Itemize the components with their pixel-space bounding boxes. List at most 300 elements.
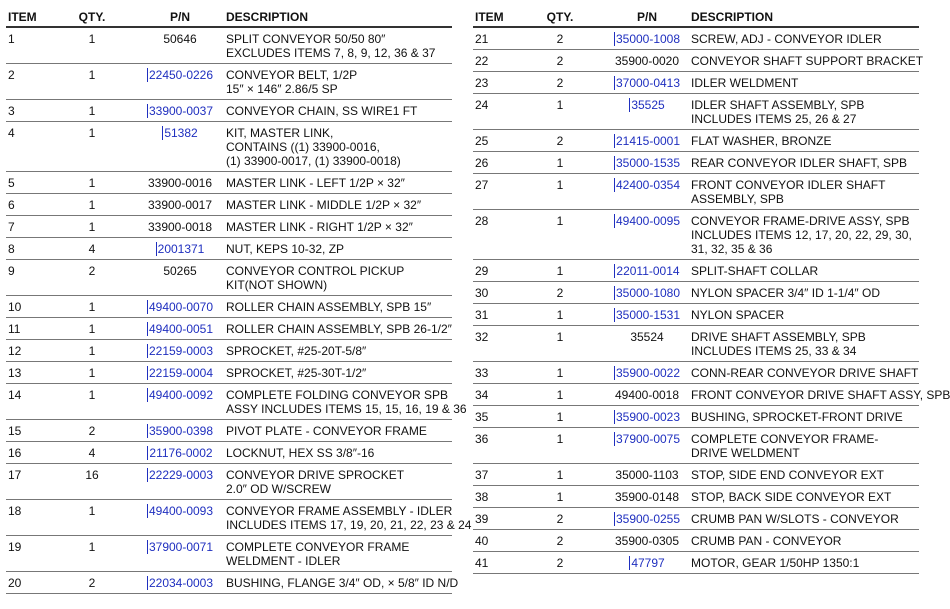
item-number: 22 xyxy=(473,50,515,72)
part-number-cell xyxy=(136,420,224,442)
description-cell xyxy=(689,94,919,130)
table-row xyxy=(6,172,452,194)
description-line: SPROCKET, #25-30T-1/2″ xyxy=(226,366,367,380)
part-number-link[interactable]: 49400-0095 xyxy=(615,214,681,228)
description-line: WELDMENT - IDLER xyxy=(226,554,341,568)
description-line: KIT, MASTER LINK, xyxy=(226,126,334,140)
quantity: 1 xyxy=(515,210,605,260)
description-line: BUSHING, SPROCKET-FRONT DRIVE xyxy=(691,410,903,424)
description-line: CONTAINS ((1) 33900-0016, xyxy=(226,140,380,154)
part-number-cell xyxy=(605,282,689,304)
description-line: ROLLER CHAIN ASSEMBLY, SPB 26-1/2″ xyxy=(226,322,452,336)
table-row xyxy=(473,152,919,174)
quantity: 1 xyxy=(515,428,605,464)
description-line: NUT, KEPS 10-32, ZP xyxy=(226,242,345,256)
item-number: 4 xyxy=(6,122,48,172)
description-cell xyxy=(689,27,919,50)
description-line: COMPLETE CONVEYOR FRAME- xyxy=(691,432,879,446)
part-number-cell xyxy=(136,362,224,384)
part-number-link[interactable]: 35525 xyxy=(631,98,665,112)
description-cell xyxy=(224,172,452,194)
quantity: 2 xyxy=(515,72,605,94)
table-row xyxy=(473,428,919,464)
part-number-link[interactable]: 51382 xyxy=(164,126,198,140)
part-number-link[interactable]: 21176-0002 xyxy=(149,446,213,460)
quantity: 2 xyxy=(515,50,605,72)
part-number-cell xyxy=(136,500,224,536)
description-cell xyxy=(689,552,919,574)
header-description: DESCRIPTION xyxy=(224,6,452,27)
description-cell xyxy=(224,27,452,64)
item-number: 11 xyxy=(6,318,48,340)
quantity: 1 xyxy=(515,260,605,282)
part-number-cell xyxy=(136,464,224,500)
description-cell xyxy=(224,442,452,464)
part-number-cell xyxy=(136,172,224,194)
description-line: REAR CONVEYOR IDLER SHAFT, SPB xyxy=(691,156,908,170)
table-row xyxy=(6,572,452,594)
description-line: PIVOT PLATE - CONVEYOR FRAME xyxy=(226,424,427,438)
part-number: 33900-0018 xyxy=(147,220,213,234)
table-row xyxy=(6,362,452,384)
part-number-cell xyxy=(605,486,689,508)
description-line: ASSEMBLY, SPB xyxy=(691,192,784,206)
item-number: 6 xyxy=(6,194,48,216)
quantity: 1 xyxy=(48,362,136,384)
description-cell xyxy=(689,508,919,530)
item-number: 13 xyxy=(6,362,48,384)
description-line: INCLUDES ITEMS 25, 26 & 27 xyxy=(691,112,857,126)
quantity: 1 xyxy=(515,174,605,210)
description-line: NYLON SPACER 3/4″ ID 1-1/4″ OD xyxy=(691,286,880,300)
item-number: 3 xyxy=(6,100,48,122)
part-number-link[interactable]: 35900-0022 xyxy=(615,366,681,380)
description-cell xyxy=(689,362,919,384)
description-line: EXCLUDES ITEMS 7, 8, 9, 12, 36 & 37 xyxy=(226,46,436,60)
quantity: 2 xyxy=(515,552,605,574)
part-number-link[interactable]: 22011-0014 xyxy=(616,264,680,278)
part-number-link[interactable]: 35000-1531 xyxy=(615,308,681,322)
description-line: IDLER SHAFT ASSEMBLY, SPB xyxy=(691,98,865,112)
part-number-cell xyxy=(605,27,689,50)
item-number: 27 xyxy=(473,174,515,210)
table-row xyxy=(473,174,919,210)
table-row xyxy=(6,64,452,100)
item-number: 15 xyxy=(6,420,48,442)
part-number-link[interactable]: 35000-1008 xyxy=(615,32,681,46)
header-item: ITEM xyxy=(473,6,515,27)
quantity: 1 xyxy=(48,122,136,172)
item-number: 17 xyxy=(6,464,48,500)
table-row xyxy=(473,384,919,406)
item-number: 40 xyxy=(473,530,515,552)
part-number-link[interactable]: 49400-0051 xyxy=(148,322,214,336)
part-number: 33900-0017 xyxy=(147,198,213,212)
item-number: 30 xyxy=(473,282,515,304)
item-number: 10 xyxy=(6,296,48,318)
item-number: 16 xyxy=(6,442,48,464)
description-line: STOP, BACK SIDE CONVEYOR EXT xyxy=(691,490,892,504)
description-cell xyxy=(689,50,924,72)
item-number: 14 xyxy=(6,384,48,420)
table-row xyxy=(473,260,919,282)
table-row xyxy=(473,552,919,574)
item-number: 33 xyxy=(473,362,515,384)
part-number: 49400-0018 xyxy=(614,388,680,402)
part-number-cell xyxy=(605,260,689,282)
table-row xyxy=(6,464,452,500)
part-number-cell xyxy=(136,260,224,296)
part-number-cell xyxy=(605,152,689,174)
quantity: 16 xyxy=(48,464,136,500)
description-line: MOTOR, GEAR 1/50HP 1350:1 xyxy=(691,556,860,570)
parts-table-right xyxy=(473,6,950,574)
description-line: 15″ × 146″ 2.86/5 SP xyxy=(226,82,338,96)
parts-table-left-body xyxy=(6,27,472,594)
item-number: 25 xyxy=(473,130,515,152)
item-number: 23 xyxy=(473,72,515,94)
table-row xyxy=(6,420,452,442)
table-row xyxy=(6,100,452,122)
table-row xyxy=(6,122,452,172)
quantity: 1 xyxy=(48,100,136,122)
description-cell xyxy=(689,130,919,152)
quantity: 1 xyxy=(48,340,136,362)
part-number-link[interactable]: 35000-1080 xyxy=(615,286,681,300)
description-line: KIT(NOT SHOWN) xyxy=(226,278,328,292)
table-row xyxy=(473,326,919,362)
description-cell xyxy=(224,296,452,318)
item-number: 28 xyxy=(473,210,515,260)
table-row xyxy=(6,340,452,362)
part-number-link[interactable]: 22034-0003 xyxy=(148,576,214,590)
header-qty: QTY. xyxy=(48,6,136,27)
description-line: FRONT CONVEYOR IDLER SHAFT xyxy=(691,178,886,192)
description-line: INCLUDES ITEMS 17, 19, 20, 21, 22, 23 & 24 xyxy=(226,518,472,532)
quantity: 2 xyxy=(515,282,605,304)
description-line: SPLIT-SHAFT COLLAR xyxy=(691,264,819,278)
table-row xyxy=(473,530,919,552)
description-cell xyxy=(224,340,452,362)
item-number: 31 xyxy=(473,304,515,326)
parts-table-right-body xyxy=(473,27,950,574)
part-number-link[interactable]: 37900-0075 xyxy=(615,432,681,446)
quantity: 1 xyxy=(515,406,605,428)
table-row xyxy=(6,536,452,572)
table-row xyxy=(6,238,452,260)
part-number-cell xyxy=(136,100,224,122)
description-line: SPLIT CONVEYOR 50/50 80″ xyxy=(226,32,386,46)
part-number-link[interactable]: 37000-0413 xyxy=(615,76,681,90)
quantity: 4 xyxy=(48,442,136,464)
table-row xyxy=(6,296,452,318)
quantity: 1 xyxy=(48,296,136,318)
quantity: 2 xyxy=(515,27,605,50)
description-line: CONVEYOR BELT, 1/2P xyxy=(226,68,358,82)
table-row xyxy=(473,282,919,304)
quantity: 1 xyxy=(48,172,136,194)
quantity: 1 xyxy=(48,384,136,420)
part-number-link[interactable]: 22159-0004 xyxy=(148,366,214,380)
part-number: 35524 xyxy=(630,330,664,344)
part-number-cell xyxy=(605,384,689,406)
part-number-cell xyxy=(136,384,224,420)
part-number-link[interactable]: 49400-0093 xyxy=(148,504,214,518)
part-number: 50646 xyxy=(163,32,197,46)
part-number-cell xyxy=(605,530,689,552)
item-number: 35 xyxy=(473,406,515,428)
description-cell xyxy=(689,486,919,508)
part-number-link[interactable]: 37900-0071 xyxy=(148,540,214,554)
item-number: 32 xyxy=(473,326,515,362)
description-cell xyxy=(689,152,919,174)
description-cell xyxy=(689,464,919,486)
description-line: CONN-REAR CONVEYOR DRIVE SHAFT xyxy=(691,366,919,380)
description-cell xyxy=(224,122,452,172)
description-line: BUSHING, FLANGE 3/4″ OD, × 5/8″ ID N/D xyxy=(226,576,459,590)
quantity: 1 xyxy=(515,152,605,174)
table-row xyxy=(473,72,919,94)
table-row xyxy=(473,304,919,326)
description-line: MASTER LINK - RIGHT 1/2P × 32″ xyxy=(226,220,413,234)
quantity: 1 xyxy=(48,318,136,340)
quantity: 2 xyxy=(48,260,136,296)
item-number: 18 xyxy=(6,500,48,536)
description-cell xyxy=(689,260,919,282)
description-line: 2.0″ OD W/SCREW xyxy=(226,482,331,496)
part-number: 35000-1103 xyxy=(615,468,679,482)
description-cell xyxy=(689,384,950,406)
item-number: 39 xyxy=(473,508,515,530)
part-number-cell xyxy=(136,442,224,464)
description-cell xyxy=(224,362,452,384)
part-number: 35900-0148 xyxy=(614,490,680,504)
quantity: 2 xyxy=(48,420,136,442)
description-cell xyxy=(224,260,452,296)
header-pn: P/N xyxy=(136,6,224,27)
quantity: 1 xyxy=(48,27,136,64)
description-cell xyxy=(689,530,919,552)
item-number: 26 xyxy=(473,152,515,174)
part-number-link[interactable]: 35000-1535 xyxy=(615,156,681,170)
description-cell xyxy=(224,536,452,572)
item-number: 19 xyxy=(6,536,48,572)
description-cell xyxy=(224,572,459,594)
description-cell xyxy=(689,282,919,304)
part-number-cell xyxy=(605,50,689,72)
item-number: 8 xyxy=(6,238,48,260)
table-row xyxy=(473,362,919,384)
description-cell xyxy=(689,72,919,94)
description-line: COMPLETE FOLDING CONVEYOR SPB xyxy=(226,388,449,402)
item-number: 36 xyxy=(473,428,515,464)
table-row xyxy=(6,216,452,238)
part-number-cell xyxy=(605,326,689,362)
description-cell xyxy=(689,174,919,210)
item-number: 37 xyxy=(473,464,515,486)
description-line: LOCKNUT, HEX SS 3/8″-16 xyxy=(226,446,375,460)
part-number-link[interactable]: 22159-0003 xyxy=(148,344,214,358)
description-cell xyxy=(224,216,452,238)
parts-table-left xyxy=(6,6,472,594)
part-number: 35900-0020 xyxy=(614,54,680,68)
part-number-link[interactable]: 22450-0226 xyxy=(148,68,214,82)
description-line: ROLLER CHAIN ASSEMBLY, SPB 15″ xyxy=(226,300,432,314)
part-number-link[interactable]: 22229-0003 xyxy=(148,468,214,482)
description-line: CONVEYOR CHAIN, SS WIRE1 FT xyxy=(226,104,418,118)
item-number: 1 xyxy=(6,27,48,64)
part-number-cell xyxy=(605,406,689,428)
description-cell xyxy=(689,326,919,362)
part-number-link[interactable]: 49400-0092 xyxy=(148,388,214,402)
part-number-link[interactable]: 33900-0037 xyxy=(148,104,214,118)
description-cell xyxy=(689,304,919,326)
quantity: 1 xyxy=(515,464,605,486)
quantity: 2 xyxy=(515,530,605,552)
part-number-cell xyxy=(605,552,689,574)
table-row xyxy=(6,318,452,340)
item-number: 24 xyxy=(473,94,515,130)
description-cell xyxy=(689,428,919,464)
description-line: (1) 33900-0017, (1) 33900-0018) xyxy=(226,154,401,168)
header-description: DESCRIPTION xyxy=(689,6,919,27)
description-cell xyxy=(224,464,452,500)
quantity: 1 xyxy=(515,304,605,326)
description-line: CONVEYOR SHAFT SUPPORT BRACKET xyxy=(691,54,924,68)
part-number-cell xyxy=(136,340,224,362)
description-line: CONVEYOR FRAME-DRIVE ASSY, SPB xyxy=(691,214,910,228)
description-cell xyxy=(224,194,452,216)
description-line: DRIVE SHAFT ASSEMBLY, SPB xyxy=(691,330,866,344)
description-line: INCLUDES ITEMS 25, 33 & 34 xyxy=(691,344,857,358)
table-row xyxy=(6,500,452,536)
part-number-cell xyxy=(605,362,689,384)
part-number-link[interactable]: 21415-0001 xyxy=(615,134,681,148)
item-number: 20 xyxy=(6,572,48,594)
quantity: 1 xyxy=(515,326,605,362)
description-line: SPROCKET, #25-20T-5/8″ xyxy=(226,344,367,358)
part-number-cell xyxy=(605,72,689,94)
header-item: ITEM xyxy=(6,6,48,27)
table-row xyxy=(6,194,452,216)
part-number-cell xyxy=(136,194,224,216)
description-line: FRONT CONVEYOR DRIVE SHAFT ASSY, SPB xyxy=(691,388,950,402)
table-row xyxy=(6,27,452,64)
part-number-cell xyxy=(136,536,224,572)
part-number-cell xyxy=(136,318,224,340)
part-number-cell xyxy=(605,428,689,464)
description-line: IDLER WELDMENT xyxy=(691,76,799,90)
table-row xyxy=(473,508,919,530)
quantity: 2 xyxy=(515,130,605,152)
description-line: ASSY INCLUDES ITEMS 15, 15, 16, 19 & 36 xyxy=(226,402,467,416)
table-row xyxy=(473,50,919,72)
part-number-cell xyxy=(605,130,689,152)
description-line: MASTER LINK - LEFT 1/2P × 32″ xyxy=(226,176,405,190)
header-qty: QTY. xyxy=(515,6,605,27)
description-line: STOP, SIDE END CONVEYOR EXT xyxy=(691,468,884,482)
description-cell xyxy=(689,406,919,428)
description-line: CRUMB PAN W/SLOTS - CONVEYOR xyxy=(691,512,899,526)
quantity: 1 xyxy=(515,486,605,508)
description-line: CONVEYOR CONTROL PICKUP xyxy=(226,264,405,278)
quantity: 4 xyxy=(48,238,136,260)
table-row xyxy=(473,27,919,50)
table-row xyxy=(473,486,919,508)
description-line: DRIVE WELDMENT xyxy=(691,446,800,460)
quantity: 2 xyxy=(48,572,136,594)
quantity: 1 xyxy=(48,64,136,100)
item-number: 7 xyxy=(6,216,48,238)
description-line: NYLON SPACER xyxy=(691,308,785,322)
description-line: COMPLETE CONVEYOR FRAME xyxy=(226,540,410,554)
header-pn: P/N xyxy=(605,6,689,27)
part-number-cell xyxy=(605,210,689,260)
table-row xyxy=(473,210,919,260)
part-number-link[interactable]: 42400-0354 xyxy=(615,178,681,192)
table-row xyxy=(473,130,919,152)
quantity: 1 xyxy=(515,362,605,384)
part-number-link[interactable]: 35900-0255 xyxy=(615,512,681,526)
table-row xyxy=(473,94,919,130)
item-number: 5 xyxy=(6,172,48,194)
description-line: CONVEYOR FRAME ASSEMBLY - IDLER xyxy=(226,504,453,518)
item-number: 38 xyxy=(473,486,515,508)
part-number-cell xyxy=(605,94,689,130)
description-line: FLAT WASHER, BRONZE xyxy=(691,134,832,148)
item-number: 9 xyxy=(6,260,48,296)
part-number-cell xyxy=(136,216,224,238)
part-number-link[interactable]: 35900-0398 xyxy=(148,424,214,438)
description-cell xyxy=(224,420,452,442)
description-line: INCLUDES ITEMS 12, 17, 20, 22, 29, 30, xyxy=(691,228,912,242)
table-header-row xyxy=(473,6,919,27)
quantity: 1 xyxy=(515,384,605,406)
quantity: 1 xyxy=(48,536,136,572)
table-row xyxy=(6,384,452,420)
item-number: 12 xyxy=(6,340,48,362)
item-number: 34 xyxy=(473,384,515,406)
part-number-link[interactable]: 35900-0023 xyxy=(615,410,681,424)
quantity: 2 xyxy=(515,508,605,530)
part-number: 35900-0305 xyxy=(614,534,680,548)
part-number-cell xyxy=(605,304,689,326)
part-number: 50265 xyxy=(163,264,197,278)
part-number-link[interactable]: 2001371 xyxy=(157,242,205,256)
quantity: 1 xyxy=(48,500,136,536)
part-number-link[interactable]: 47797 xyxy=(631,556,665,570)
part-number-link[interactable]: 49400-0070 xyxy=(148,300,214,314)
description-line: SCREW, ADJ - CONVEYOR IDLER xyxy=(691,32,882,46)
description-cell xyxy=(224,384,467,420)
table-row xyxy=(473,406,919,428)
quantity: 1 xyxy=(515,94,605,130)
description-line: CONVEYOR DRIVE SPROCKET xyxy=(226,468,405,482)
description-cell xyxy=(224,238,452,260)
part-number-cell xyxy=(136,296,224,318)
part-number-cell xyxy=(605,464,689,486)
part-number-cell xyxy=(136,238,224,260)
description-line: 31, 32, 35 & 36 xyxy=(691,242,773,256)
part-number-cell xyxy=(605,174,689,210)
quantity: 1 xyxy=(48,216,136,238)
table-header-row xyxy=(6,6,452,27)
table-row xyxy=(6,442,452,464)
description-cell xyxy=(224,318,452,340)
description-cell xyxy=(224,500,472,536)
part-number-cell xyxy=(136,64,224,100)
part-number-cell xyxy=(136,27,224,64)
